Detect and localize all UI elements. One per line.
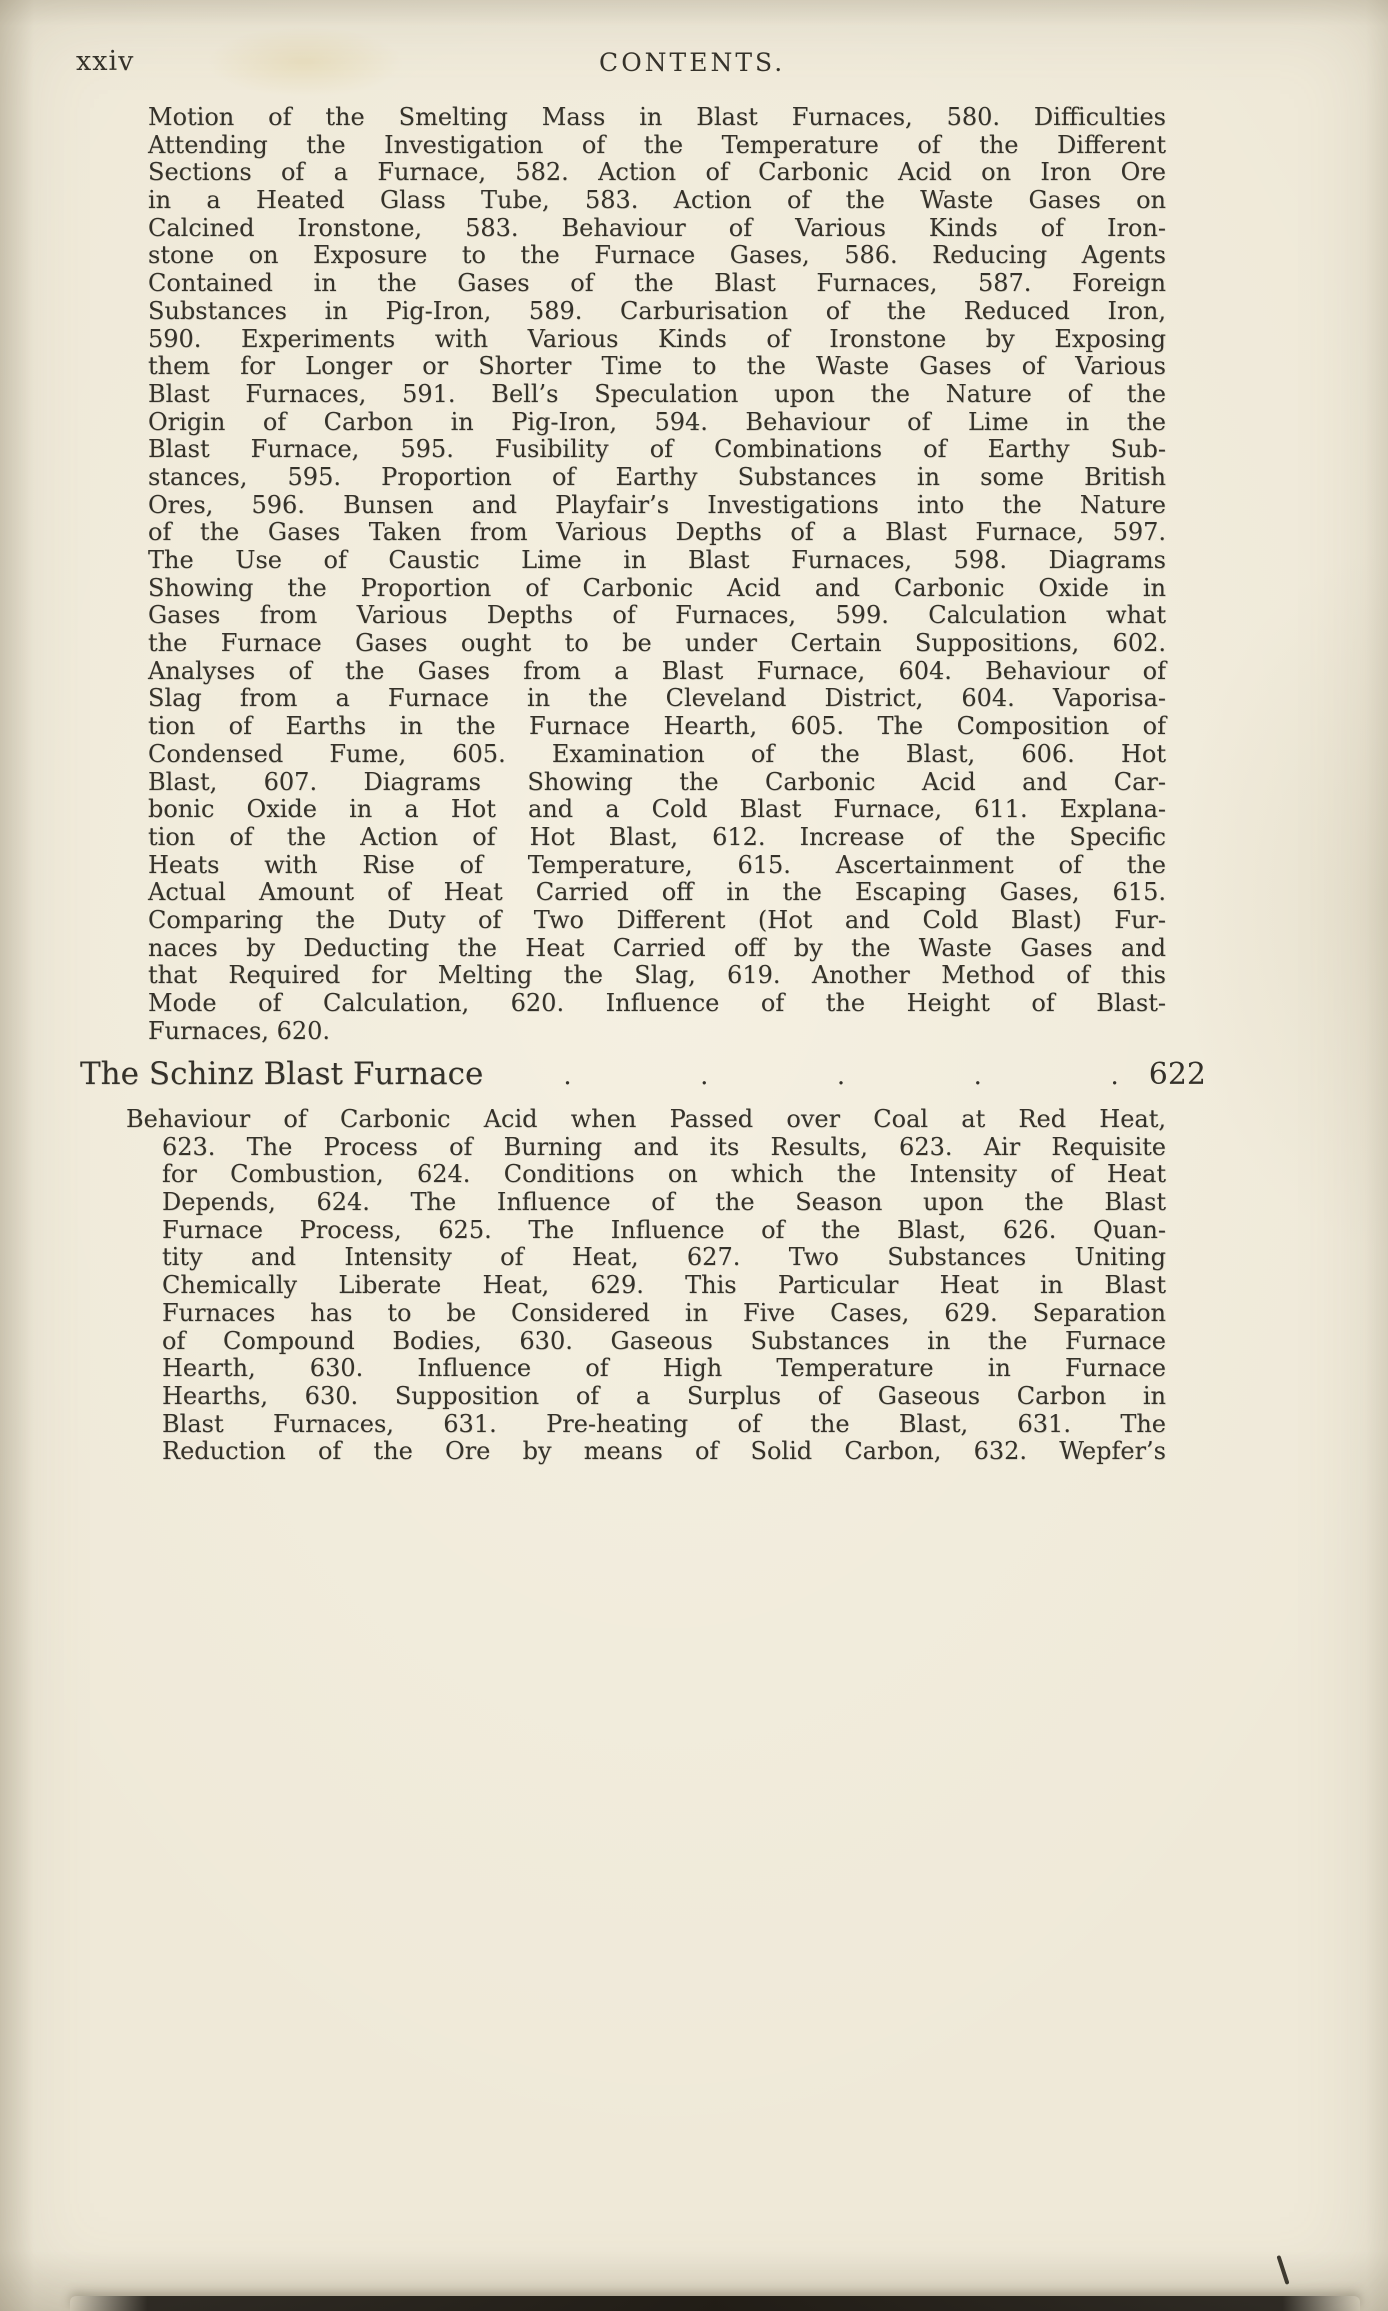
toc-line: Mode of Calculation, 620. Influence of the Height of Blast- xyxy=(148,989,1166,1017)
folio-number: xxiv xyxy=(76,46,135,77)
toc-line: for Combustion, 624. Conditions on which the Intensity of Heat xyxy=(162,1160,1166,1189)
toc-line: Sections of a Furnace, 582. Action of Carbonic Acid on Iron Ore xyxy=(148,158,1166,187)
toc-line: Origin of Carbon in Pig-Iron, 594. Behaviour of Lime in the xyxy=(148,407,1166,436)
toc-line: naces by Deducting the Heat Carried off by the Waste Gases and xyxy=(148,933,1166,962)
toc-line: Motion of the Smelting Mass in Blast Furnaces, 580. Difficulties xyxy=(148,103,1166,131)
ink-mark xyxy=(1276,2255,1289,2285)
leader-dot: . xyxy=(700,1061,709,1091)
toc-line: Analyses of the Gases from a Blast Furnace, 604. Behaviour of xyxy=(148,656,1166,685)
toc-line: The Use of Caustic Lime in Blast Furnaces, 598. Diagrams xyxy=(148,546,1166,574)
toc-entry-schinz xyxy=(126,1105,1166,1466)
toc-line: 623. The Process of Burning and its Results, 623. Air Requisite xyxy=(162,1132,1166,1161)
toc-line: tity and Intensity of Heat, 627. Two Substances Uniting xyxy=(162,1243,1166,1272)
section-title: The Schinz Blast Furnace xyxy=(80,1056,484,1092)
toc-line: stone on Exposure to the Furnace Gases, 586. Reducing Agents xyxy=(148,241,1166,270)
toc-line: bonic Oxide in a Hot and a Cold Blast Furnace, 611. Explana- xyxy=(148,795,1166,824)
section-page-number: 622 xyxy=(1148,1057,1206,1092)
toc-line: Furnaces has to be Considered in Five Cases, 629. Separation xyxy=(162,1298,1166,1327)
toc-line: Reduction of the Ore by means of Solid Carbon, 632. Wepfer’s xyxy=(162,1437,1166,1466)
toc-line: Condensed Fume, 605. Examination of the Blast, 606. Hot xyxy=(148,739,1166,768)
toc-line: Furnaces, 620. xyxy=(148,1016,331,1045)
toc-line: Depends, 624. The Influence of the Season upon the Blast xyxy=(162,1188,1166,1217)
toc-line: Blast Furnaces, 631. Pre-heating of the Blast, 631. The xyxy=(162,1409,1166,1438)
toc-line: Actual Amount of Heat Carried off in the Escaping Gases, 615. xyxy=(148,878,1166,907)
leader-dot: . xyxy=(563,1061,572,1091)
toc-line: Hearth, 630. Influence of High Temperature in Furnace xyxy=(162,1354,1166,1383)
toc-line: Slag from a Furnace in the Cleveland District, 604. Vaporisa- xyxy=(148,684,1166,713)
toc-line: that Required for Melting the Slag, 619. Another Method of this xyxy=(148,961,1166,990)
toc-line: 590. Experiments with Various Kinds of Ironstone by Exposing xyxy=(148,324,1166,353)
toc-line: them for Longer or Shorter Time to the Waste Gases of Various xyxy=(148,352,1166,381)
toc-line: the Furnace Gases ought to be under Certain Suppositions, 602. xyxy=(148,629,1166,658)
toc-line: Ores, 596. Bunsen and Playfair’s Investigations into the Nature xyxy=(148,490,1166,519)
toc-line: Attending the Investigation of the Temperature of the Different xyxy=(148,130,1166,159)
toc-line: Chemically Liberate Heat, 629. This Particular Heat in Blast xyxy=(162,1271,1166,1300)
leader-dot: . xyxy=(1110,1061,1119,1091)
leader-dot: . xyxy=(836,1061,846,1091)
toc-line: Behaviour of Carbonic Acid when Passed over Coal at Red Heat, xyxy=(126,1105,1166,1133)
toc-line: Comparing the Duty of Two Different (Hot and Cold Blast) Fur- xyxy=(148,905,1166,934)
toc-section-heading xyxy=(80,1056,1206,1092)
toc-line: Gases from Various Depths of Furnaces, 599. Calculation what xyxy=(148,601,1166,630)
running-head: CONTENTS. xyxy=(599,48,786,77)
toc-line: Calcined Ironstone, 583. Behaviour of Various Kinds of Iron- xyxy=(148,213,1166,242)
toc-line: tion of the Action of Hot Blast, 612. Increase of the Specific xyxy=(148,822,1166,851)
dot-leader xyxy=(483,1063,1148,1089)
toc-line: Blast Furnaces, 591. Bell’s Speculation upon the Nature of the xyxy=(148,379,1166,408)
toc-entry-continued xyxy=(148,104,1166,1045)
toc-line: Substances in Pig-Iron, 589. Carburisation of the Reduced Iron, xyxy=(148,296,1166,325)
toc-line: Blast, 607. Diagrams Showing the Carbonic Acid and Car- xyxy=(148,767,1166,796)
scan-bottom-edge xyxy=(70,2296,1360,2311)
leader-dot: . xyxy=(973,1061,982,1091)
toc-line: Contained in the Gases of the Blast Furnaces, 587. Foreign xyxy=(148,269,1166,298)
toc-line: Furnace Process, 625. The Influence of the Blast, 626. Quan- xyxy=(162,1215,1166,1244)
toc-line: Blast Furnace, 595. Fusibility of Combinations of Earthy Sub- xyxy=(148,435,1166,464)
toc-line: of Compound Bodies, 630. Gaseous Substances in the Furnace xyxy=(162,1326,1166,1355)
toc-line: Hearths, 630. Supposition of a Surplus of Gaseous Carbon in xyxy=(162,1381,1166,1410)
toc-line: stances, 595. Proportion of Earthy Substances in some British xyxy=(148,462,1166,491)
toc-line: Heats with Rise of Temperature, 615. Ascertainment of the xyxy=(148,850,1166,879)
toc-line: of the Gases Taken from Various Depths of a Blast Furnace, 597. xyxy=(148,518,1166,547)
toc-line: in a Heated Glass Tube, 583. Action of the Waste Gases on xyxy=(148,186,1166,215)
toc-line: Showing the Proportion of Carbonic Acid and Carbonic Oxide in xyxy=(148,573,1166,602)
toc-line: tion of Earths in the Furnace Hearth, 605. The Composition of xyxy=(148,712,1166,741)
